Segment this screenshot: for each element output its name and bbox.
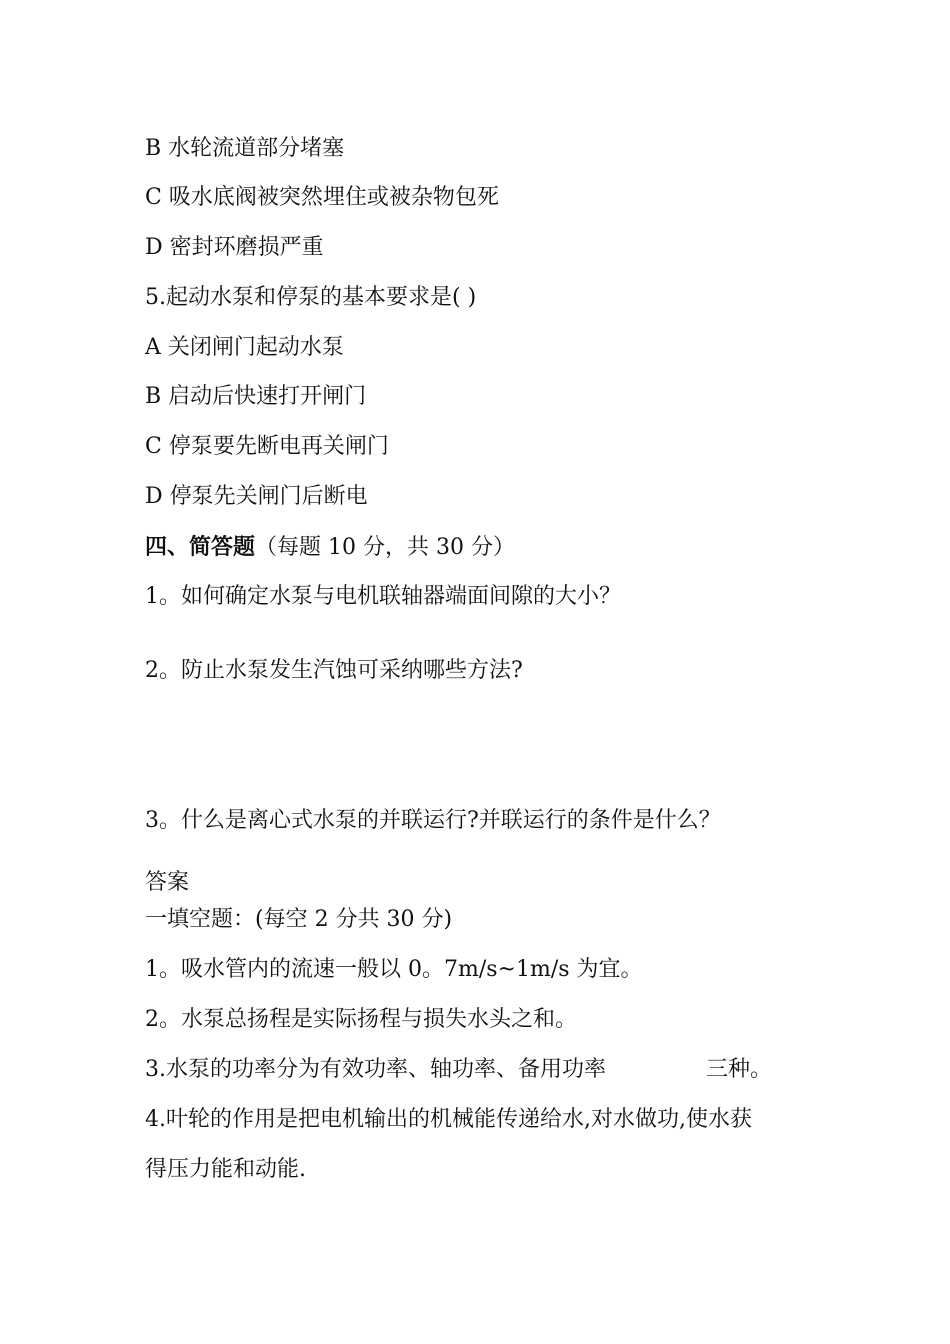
option-b: B 水轮流道部分堵塞 [145,136,345,161]
answer-3 [145,1055,772,1085]
section-4-title: 四、简答题 [145,534,256,560]
section-4-note: （每题 10 分，共 30 分） [255,535,515,560]
question-5-option-a: A 关闭闸门起动水泵 [145,335,344,360]
answer-4-line-2: 得压力能和动能. [145,1157,306,1182]
question-5-option-c: C 停泵要先断电再关闸门 [145,434,389,459]
answer-3-part1: 3.水泵的功率分为有效功率、轴功率、备用功率 [145,1057,606,1082]
option-c: C 吸水底阀被突然埋住或被杂物包死 [145,185,499,210]
answer-1: 1。吸水管内的流速一般以 0。7m/s~1m/s 为宜。 [145,957,643,982]
short-answer-q2: 2。防止水泵发生汽蚀可采纳哪些方法? [145,658,523,683]
short-answer-q3: 3。什么是离心式水泵的并联运行?并联运行的条件是什么？ [145,808,721,833]
answer-3-part2: 三种。 [706,1057,773,1082]
section-4-heading [145,532,515,563]
answer-4-line-1: 4.叶轮的作用是把电机输出的机械能传递给水,对水做功,使水获 [145,1107,752,1132]
answers-heading: 答案 [145,870,190,895]
question-5-option-b: B 启动后快速打开闸门 [145,384,367,409]
question-5-option-d: D 停泵先关闸门后断电 [145,484,368,509]
option-d: D 密封环磨损严重 [145,235,324,260]
short-answer-q1: 1。如何确定水泵与电机联轴器端面间隙的大小？ [145,584,621,609]
answer-2: 2。水泵总扬程是实际扬程与损失水头之和。 [145,1007,577,1032]
question-5-stem: 5.起动水泵和停泵的基本要求是( ) [145,285,477,310]
fill-in-title: 一填空题：(每空 2 分共 30 分) [145,907,453,932]
